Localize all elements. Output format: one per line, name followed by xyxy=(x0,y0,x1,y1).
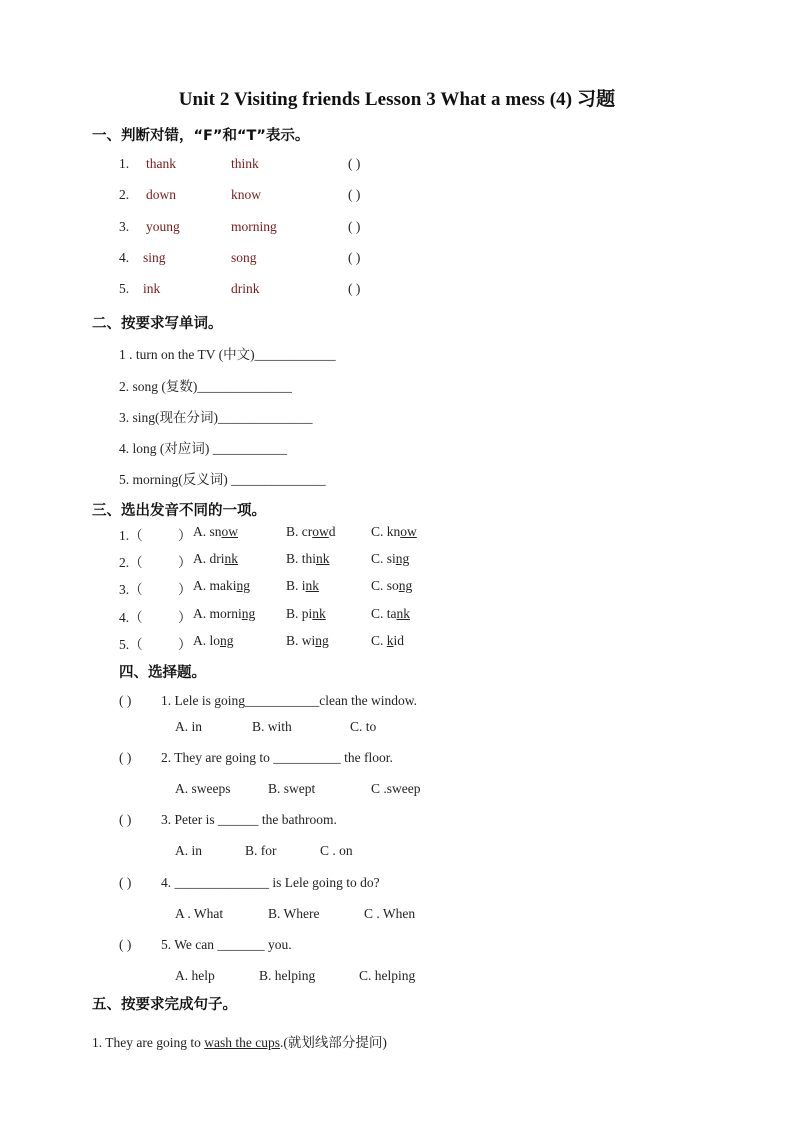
option-c: C . on xyxy=(320,843,353,858)
question-text: 2. They are going to __________ the floor. xyxy=(161,750,393,765)
option-a: A. in xyxy=(175,719,202,734)
question-text: 5. We can _______ you. xyxy=(161,937,292,952)
word-task: 4. long (对应词) ___________ xyxy=(119,441,287,456)
answer-parens[interactable]: ( ) xyxy=(119,750,132,765)
option-a: A. snow xyxy=(193,524,239,539)
row-close-paren: ） xyxy=(178,610,192,625)
option-c: C . When xyxy=(364,906,416,921)
question-text: 3. Peter is ______ the bathroom. xyxy=(161,812,337,827)
section4-heading: 四、选择题。 xyxy=(119,665,206,681)
section1-heading: 一、判断对错，“F”和“T”表示。 xyxy=(92,128,310,144)
item-number: 5. xyxy=(119,281,130,296)
item-number: 2. xyxy=(119,187,130,202)
word-a: ink xyxy=(143,281,161,296)
row-number: 2.（ xyxy=(119,555,143,570)
option-c: C. kid xyxy=(371,633,405,648)
option-c: C. helping xyxy=(359,968,416,983)
word-b: song xyxy=(231,250,257,265)
item-number: 3. xyxy=(119,219,130,234)
section3-heading: 三、选出发音不同的一项。 xyxy=(92,503,266,519)
word-b: morning xyxy=(231,219,277,234)
option-a: A . What xyxy=(175,906,224,921)
option-a: A. making xyxy=(193,578,250,593)
option-c: C. tank xyxy=(371,606,410,621)
option-b: B. think xyxy=(286,551,330,566)
option-a: A. long xyxy=(193,633,234,648)
row-number: 4.（ xyxy=(119,610,143,625)
option-c: C. song xyxy=(371,578,413,593)
sentence-task: 1. They are going to wash the cups.(就划线部分提问) xyxy=(92,1035,387,1050)
answer-parens[interactable]: ( ) xyxy=(348,219,361,234)
option-c: C. know xyxy=(371,524,417,539)
word-a: thank xyxy=(146,156,176,171)
word-a: down xyxy=(146,187,176,202)
section5-heading: 五、按要求完成句子。 xyxy=(92,997,237,1013)
option-b: B. crowd xyxy=(286,524,336,539)
question-text: 1. Lele is going___________clean the window. xyxy=(161,693,417,708)
answer-parens[interactable]: ( ) xyxy=(348,156,361,171)
row-close-paren: ） xyxy=(178,555,192,570)
word-b: know xyxy=(231,187,261,202)
word-a: young xyxy=(146,219,180,234)
item-number: 4. xyxy=(119,250,130,265)
answer-parens[interactable]: ( ) xyxy=(348,281,361,296)
row-number: 3.（ xyxy=(119,582,143,597)
row-close-paren: ） xyxy=(178,637,192,652)
answer-parens[interactable]: ( ) xyxy=(348,187,361,202)
option-c: C. to xyxy=(350,719,377,734)
row-number: 5.（ xyxy=(119,637,143,652)
row-close-paren: ） xyxy=(178,582,192,597)
option-a: A. morning xyxy=(193,606,256,621)
question-text: 4. ______________ is Lele going to do? xyxy=(161,875,380,890)
answer-parens[interactable]: ( ) xyxy=(119,693,132,708)
option-b: B. Where xyxy=(268,906,320,921)
row-close-paren: ） xyxy=(178,528,192,543)
option-b: B. wing xyxy=(286,633,329,648)
option-b: B. helping xyxy=(259,968,316,983)
page-title: Unit 2 Visiting friends Lesson 3 What a mess (4) 习题 xyxy=(178,89,616,110)
word-task: 5. morning(反义词) ______________ xyxy=(119,472,326,487)
answer-parens[interactable]: ( ) xyxy=(119,812,132,827)
option-b: B. with xyxy=(252,719,292,734)
answer-parens[interactable]: ( ) xyxy=(348,250,361,265)
word-task: 3. sing(现在分词)______________ xyxy=(119,410,313,425)
option-b: B. pink xyxy=(286,606,326,621)
option-a: A. help xyxy=(175,968,215,983)
option-b: B. for xyxy=(245,843,277,858)
word-task: 1 . turn on the TV (中文)____________ xyxy=(119,347,336,362)
item-number: 1. xyxy=(119,156,130,171)
answer-parens[interactable]: ( ) xyxy=(119,937,132,952)
word-b: drink xyxy=(231,281,260,296)
option-b: B. swept xyxy=(268,781,316,796)
answer-parens[interactable]: ( ) xyxy=(119,875,132,890)
word-a: sing xyxy=(143,250,166,265)
option-a: A. in xyxy=(175,843,202,858)
option-a: A. drink xyxy=(193,551,238,566)
option-c: C. sing xyxy=(371,551,410,566)
option-a: A. sweeps xyxy=(175,781,231,796)
section2-heading: 二、按要求写单词。 xyxy=(92,316,223,332)
option-c: C .sweep xyxy=(371,781,421,796)
option-b: B. ink xyxy=(286,578,320,593)
word-task: 2. song (复数)______________ xyxy=(119,379,292,394)
word-b: think xyxy=(231,156,259,171)
row-number: 1.（ xyxy=(119,528,143,543)
